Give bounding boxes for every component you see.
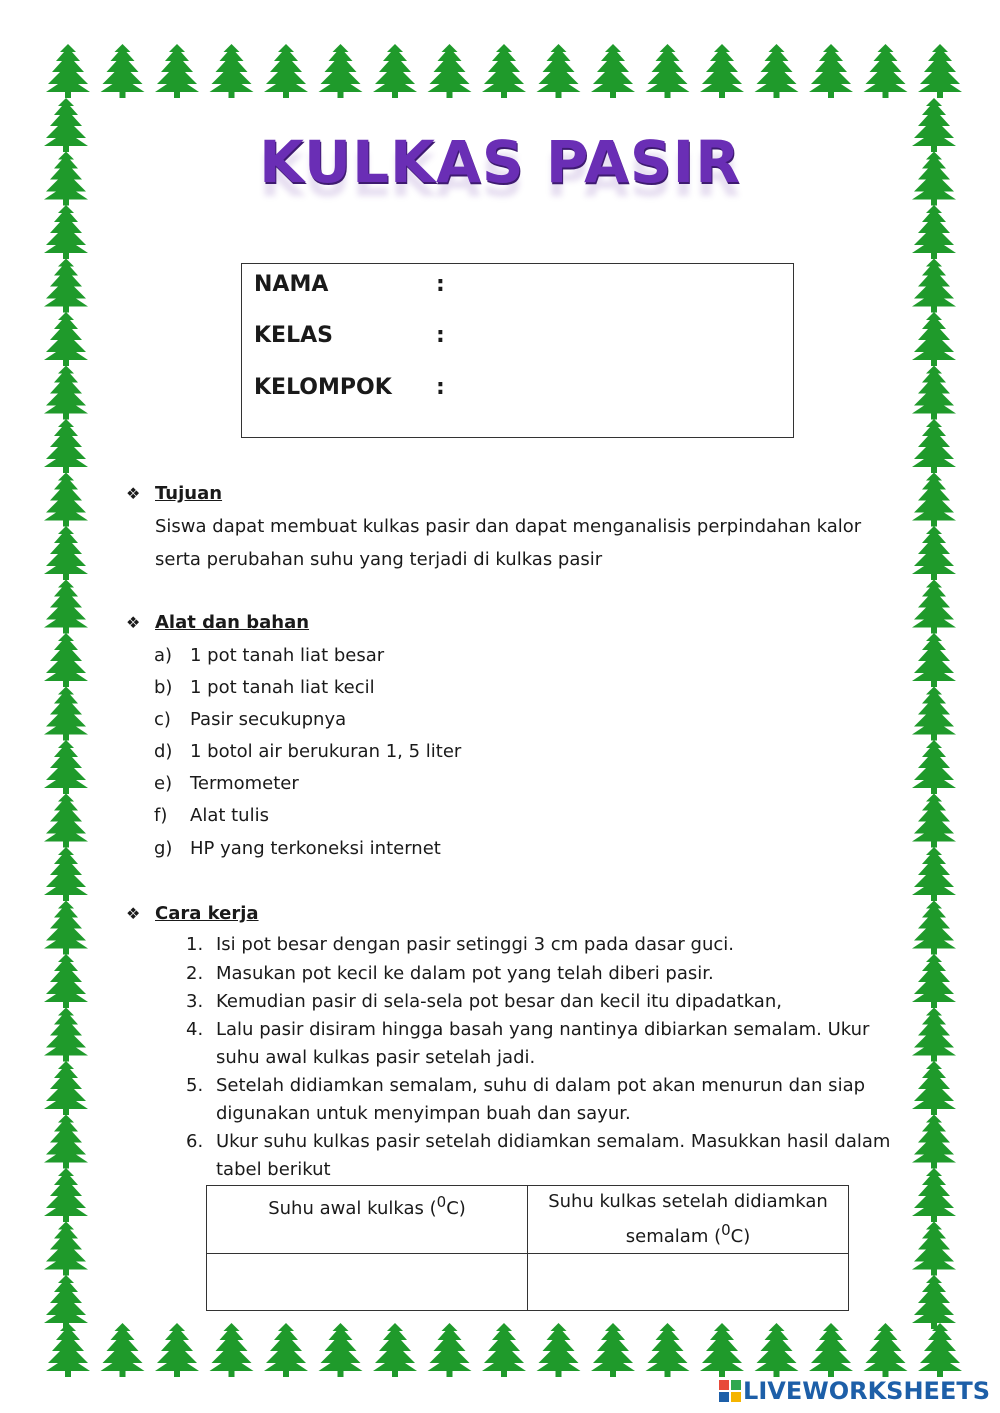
tree-icon bbox=[912, 580, 956, 634]
tree-icon bbox=[373, 1323, 417, 1377]
group-row bbox=[254, 375, 445, 400]
tree-icon bbox=[912, 526, 956, 580]
overnight-temp-cell[interactable] bbox=[528, 1254, 849, 1311]
tree-icon bbox=[755, 44, 799, 98]
tree-icon bbox=[864, 1323, 908, 1377]
table-row bbox=[207, 1254, 849, 1311]
diamond-bullet-icon: ❖ bbox=[126, 904, 141, 923]
tree-icon bbox=[912, 1061, 956, 1115]
tree-icon bbox=[44, 1168, 88, 1222]
tree-icon bbox=[44, 205, 88, 259]
diamond-bullet-icon: ❖ bbox=[126, 613, 141, 632]
list-item: c) Pasir secukupnya bbox=[154, 709, 347, 730]
tree-icon bbox=[912, 312, 956, 366]
tree-icon bbox=[44, 633, 88, 687]
tree-icon bbox=[44, 1115, 88, 1169]
tujuan-text bbox=[155, 510, 885, 576]
page-title: KULKAS PASIR bbox=[259, 128, 741, 196]
step-item: 3. Kemudian pasir di sela-sela pot besar dan kecil itu dipadatkan, bbox=[186, 991, 782, 1012]
liveworksheets-logo: LIVEWORKSHEETS bbox=[719, 1377, 990, 1405]
tree-icon bbox=[319, 44, 363, 98]
group-label: KELOMPOK bbox=[254, 375, 392, 400]
tree-icon bbox=[912, 1275, 956, 1329]
tree-icon bbox=[101, 44, 145, 98]
group-separator: : bbox=[436, 375, 445, 400]
tree-icon bbox=[44, 1275, 88, 1329]
list-item: e) Termometer bbox=[154, 773, 299, 794]
table-header-row bbox=[207, 1186, 849, 1254]
tree-icon bbox=[46, 1323, 90, 1377]
tree-icon bbox=[755, 1323, 799, 1377]
liveworksheets-logo-icon bbox=[719, 1380, 741, 1402]
tree-icon bbox=[155, 1323, 199, 1377]
tree-icon bbox=[912, 473, 956, 527]
step-item: 6. Ukur suhu kulkas pasir setelah didiamkan semalam. Masukkan hasil dalam tabel berikut bbox=[186, 1131, 891, 1180]
class-row bbox=[254, 323, 445, 348]
tree-icon bbox=[373, 44, 417, 98]
tree-icon bbox=[44, 740, 88, 794]
tree-icon bbox=[864, 44, 908, 98]
tree-icon bbox=[482, 44, 526, 98]
tree-icon bbox=[646, 44, 690, 98]
tree-icon bbox=[912, 205, 956, 259]
tree-icon bbox=[912, 419, 956, 473]
tree-icon bbox=[44, 794, 88, 848]
diamond-bullet-icon: ❖ bbox=[126, 484, 141, 503]
name-separator: : bbox=[436, 272, 445, 297]
tree-icon bbox=[44, 1061, 88, 1115]
tree-icon bbox=[912, 687, 956, 741]
tree-icon bbox=[912, 1222, 956, 1276]
col-initial-temp-header: Suhu awal kulkas ($^0$C) bbox=[207, 1186, 528, 1254]
name-label: NAMA bbox=[254, 272, 329, 297]
tree-icon bbox=[918, 44, 962, 98]
tree-icon bbox=[155, 44, 199, 98]
initial-temp-cell[interactable] bbox=[207, 1254, 528, 1311]
tree-icon bbox=[537, 44, 581, 98]
list-item: d) 1 botol air berukuran 1, 5 liter bbox=[154, 741, 462, 762]
tree-icon bbox=[809, 1323, 853, 1377]
tree-icon bbox=[591, 1323, 635, 1377]
tree-icon bbox=[912, 954, 956, 1008]
tree-icon bbox=[912, 259, 956, 313]
tree-icon bbox=[912, 1115, 956, 1169]
tree-icon bbox=[319, 1323, 363, 1377]
class-separator: : bbox=[436, 323, 445, 348]
tree-icon bbox=[918, 1323, 962, 1377]
name-row bbox=[254, 272, 445, 297]
tree-icon bbox=[912, 1168, 956, 1222]
tree-icon bbox=[428, 1323, 472, 1377]
tree-icon bbox=[264, 1323, 308, 1377]
tujuan-heading: ❖ Tujuan bbox=[126, 483, 223, 504]
tree-icon bbox=[44, 1222, 88, 1276]
tree-icon bbox=[591, 44, 635, 98]
tree-icon bbox=[44, 901, 88, 955]
step-item: 2. Masukan pot kecil ke dalam pot yang telah diberi pasir. bbox=[186, 963, 714, 984]
col-overnight-temp-header: Suhu kulkas setelah didiamkan semalam ($^0$C) bbox=[528, 1186, 849, 1254]
tree-icon bbox=[700, 44, 744, 98]
step-item: 4. Lalu pasir disiram hingga basah yang nantinya dibiarkan semalam. Ukur suhu awal kulkas pasir setelah jadi. bbox=[186, 1019, 870, 1068]
tree-icon bbox=[44, 473, 88, 527]
step-item: 1. Isi pot besar dengan pasir setinggi 3 cm pada dasar guci. bbox=[186, 934, 735, 955]
identity-box bbox=[241, 263, 794, 438]
tree-icon bbox=[101, 1323, 145, 1377]
tree-icon bbox=[809, 44, 853, 98]
tree-icon bbox=[44, 366, 88, 420]
tree-icon bbox=[44, 847, 88, 901]
tree-icon bbox=[537, 1323, 581, 1377]
tujuan-line: serta perubahan suhu yang terjadi di kulkas pasir bbox=[155, 549, 603, 570]
result-table bbox=[206, 1185, 849, 1311]
tree-icon bbox=[44, 954, 88, 1008]
tree-icon bbox=[44, 687, 88, 741]
tree-icon bbox=[210, 1323, 254, 1377]
tree-icon bbox=[44, 580, 88, 634]
tujuan-line: Siswa dapat membuat kulkas pasir dan dapat menganalisis perpindahan kalor bbox=[155, 516, 862, 537]
tree-icon bbox=[44, 259, 88, 313]
tree-icon bbox=[428, 44, 472, 98]
tree-icon bbox=[44, 1008, 88, 1062]
tree-icon bbox=[912, 1008, 956, 1062]
tree-icon bbox=[44, 419, 88, 473]
tree-icon bbox=[264, 44, 308, 98]
tree-icon bbox=[912, 847, 956, 901]
tree-icon bbox=[912, 794, 956, 848]
tree-icon bbox=[46, 44, 90, 98]
class-label: KELAS bbox=[254, 323, 333, 348]
tree-icon bbox=[210, 44, 254, 98]
alat-heading: ❖ Alat dan bahan bbox=[126, 612, 310, 633]
tree-icon bbox=[700, 1323, 744, 1377]
tree-icon bbox=[912, 633, 956, 687]
list-item: g) HP yang terkoneksi internet bbox=[154, 838, 441, 859]
tree-icon bbox=[912, 366, 956, 420]
list-item: a) 1 pot tanah liat besar bbox=[154, 645, 385, 666]
tree-icon bbox=[912, 901, 956, 955]
step-item: 5. Setelah didiamkan semalam, suhu di dalam pot akan menurun dan siap digunakan untuk menyimpan buah dan sayur. bbox=[186, 1075, 866, 1124]
tree-icon bbox=[44, 312, 88, 366]
tree-icon bbox=[646, 1323, 690, 1377]
tree-icon bbox=[44, 526, 88, 580]
cara-heading: ❖ Cara kerja bbox=[126, 903, 259, 924]
list-item: b) 1 pot tanah liat kecil bbox=[154, 677, 375, 698]
tree-icon bbox=[912, 740, 956, 794]
list-item: f) Alat tulis bbox=[154, 805, 269, 826]
tree-icon bbox=[482, 1323, 526, 1377]
